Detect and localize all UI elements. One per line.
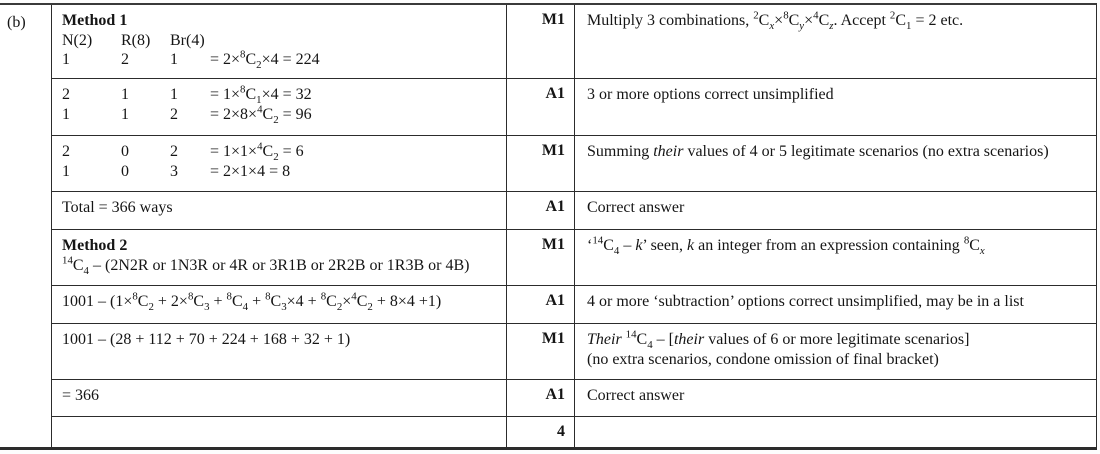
scenario-col-n: 1 (62, 162, 70, 180)
desc-cell (575, 286, 1096, 323)
working-text: = 366 (62, 387, 100, 404)
scenario-line (62, 142, 500, 162)
scenario-col-n: N(2) (62, 31, 93, 49)
mark-cell: A1 (506, 380, 575, 416)
working-cell (52, 324, 506, 379)
working-cell (52, 417, 506, 447)
working-cell (52, 286, 506, 323)
scenario-col-r: 1 (121, 105, 129, 123)
scenario-col-r: 2 (121, 51, 129, 69)
scenario-equation: = $1\times^8C_1\times 4 = 32$ (210, 83, 312, 107)
desc-cell (575, 230, 1096, 285)
desc-cell (575, 79, 1096, 135)
scenario-col-n: 2 (62, 143, 70, 160)
scenario-line (62, 50, 500, 70)
table-row (52, 324, 1096, 380)
scenario-col-r: 1 (121, 86, 129, 103)
part-label: (b) (0, 5, 52, 447)
scenario-col-br: Br(4) (170, 31, 205, 49)
scenario-equation: = $2\times 8\times^4C_2 = 96$ (210, 103, 312, 126)
table-row (52, 5, 1096, 79)
working-cell (52, 79, 506, 135)
working-cell (52, 380, 506, 416)
guidance-text: 3 or more options correct unsimplified (587, 86, 834, 103)
guidance-text: 4 or more ‘subtraction’ options correct unsimplified, may be in a list (587, 293, 1024, 310)
guidance-text-line2: (no extra scenarios, condone omission of final bracket) (587, 351, 939, 368)
mark-cell: M1 (506, 5, 575, 78)
total-marks-cell: 4 (506, 417, 575, 447)
mark-cell: M1 (506, 324, 575, 379)
working-cell (52, 192, 506, 229)
scenario-col-br: 1 (170, 51, 178, 69)
guidance-text: Summing their values of 4 or 5 legitimate scenarios (no extra scenarios) (587, 143, 1049, 160)
table-row (52, 417, 1096, 447)
scenario-col-r: 0 (121, 162, 129, 180)
method-heading: Method 1 (62, 12, 128, 29)
mark-cell: M1 (506, 230, 575, 285)
mark-cell: M1 (506, 136, 575, 191)
scenario-col-br: 1 (170, 86, 178, 103)
table-row (52, 79, 1096, 136)
table-row (52, 192, 1096, 230)
desc-cell (575, 324, 1096, 379)
scenario-col-n: 2 (62, 86, 70, 103)
mark-scheme-table (0, 3, 1097, 450)
working-cell (52, 136, 506, 191)
working-text: 1001 – (28 + 112 + 70 + 224 + 168 + 32 + 1) (62, 331, 351, 348)
desc-cell (575, 192, 1096, 229)
scenario-col-n: 1 (62, 51, 70, 69)
scenario-equation: = $1\times 1\times^4C_2 = 6$ (210, 140, 304, 164)
method-heading: Method 2 (62, 237, 128, 254)
desc-cell (575, 417, 1096, 447)
scenario-col-n: 1 (62, 105, 70, 123)
guidance-text: Multiply 3 combinations, $^2C_x\times^8C_y\times^4C_z$. Accept $^2C_1 = 2$ etc. (587, 9, 964, 33)
scenario-equation: = 2×1×4 = 8 (210, 162, 291, 180)
guidance-text: Correct answer (587, 199, 685, 216)
guidance-text: Correct answer (587, 387, 685, 404)
scenario-col-br: 3 (170, 162, 178, 180)
scenario-col-br: 2 (170, 143, 178, 160)
scenario-line (62, 85, 500, 105)
working-text: $1001 - (1\times^8C_2 + 2\times^8C_3 + ^8C_4 + ^8C_3\times 4 + ^8C_2\times^4C_2 + 8\times 4 +1)$ (62, 290, 442, 314)
scenario-col-br: 2 (170, 105, 178, 123)
desc-cell (575, 380, 1096, 416)
working-cell (52, 5, 506, 78)
table-row (52, 230, 1096, 286)
desc-cell (575, 136, 1096, 191)
scenario-line (62, 162, 500, 182)
guidance-text: ‘$^{14}C_4$ – k’ seen, k an integer from an expression containing $^8C_x$ (587, 234, 985, 258)
desc-cell (575, 5, 1096, 78)
scenario-line (62, 105, 500, 125)
guidance-text: Their $^{14}C_4$ – [their values of 6 or more legitimate scenarios] (587, 328, 970, 352)
mark-cell: A1 (506, 192, 575, 229)
scenario-equation: = $2\times^8C_2\times 4 = 224$ (210, 48, 320, 72)
table-rows (52, 5, 1096, 447)
mark-cell: A1 (506, 286, 575, 323)
scenario-header-line (62, 31, 500, 51)
table-row (52, 286, 1096, 324)
table-row (52, 136, 1096, 192)
working-text: Total = 366 ways (62, 199, 173, 216)
mark-cell: A1 (506, 79, 575, 135)
scenario-col-r: R(8) (121, 31, 151, 49)
working-cell (52, 230, 506, 285)
scenario-equation (210, 31, 500, 51)
table-row (52, 380, 1096, 417)
scenario-col-r: 0 (121, 143, 129, 160)
working-text: $^{14}C_4 - (2N2R$ or 1N3R or 4R or 3R1B or 2R2B or 1R3B or 4B) (62, 254, 470, 277)
